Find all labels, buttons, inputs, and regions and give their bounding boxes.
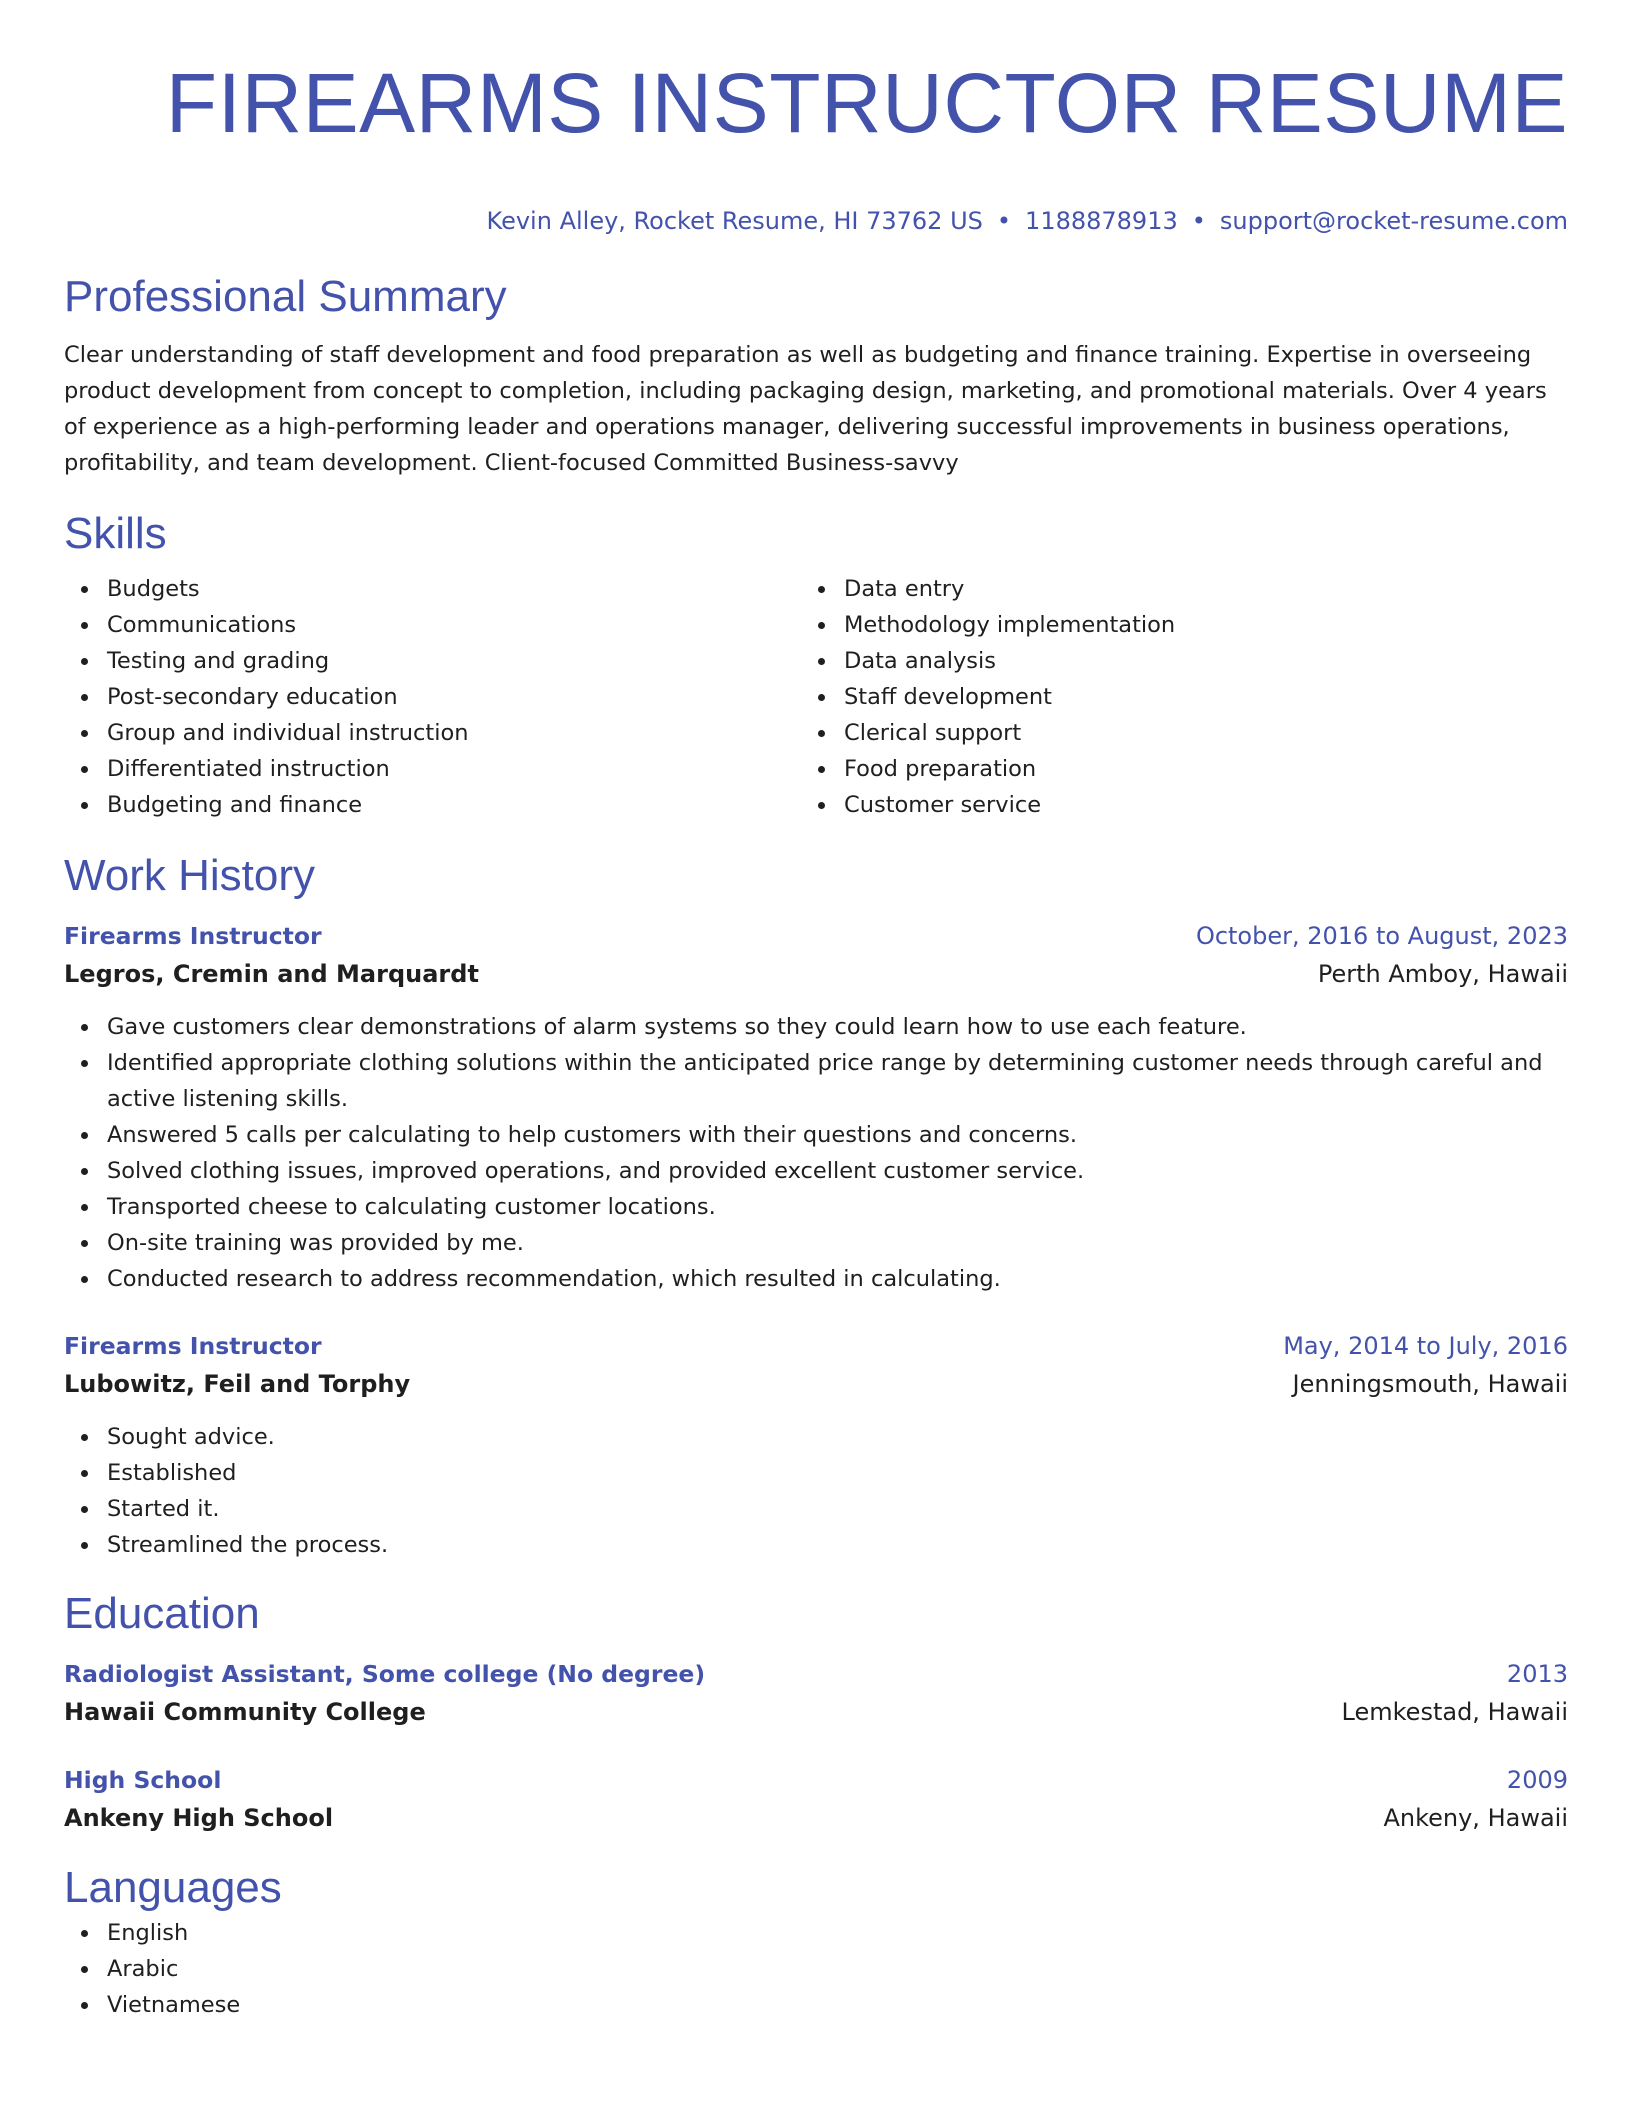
job-bullets — [64, 1419, 1568, 1563]
skill-item: Data entry — [801, 571, 1538, 607]
education-entry — [64, 1761, 1568, 1837]
skills-list-left — [64, 571, 801, 823]
skills-column-right — [801, 571, 1538, 823]
skills-heading: Skills — [64, 509, 167, 558]
job-bullet: Identified appropriate clothing solutions within the anticipated price range by determining customer needs through careful and active listening skills. — [64, 1045, 1568, 1117]
skill-item: Post-secondary education — [64, 679, 801, 715]
job-bullet: Established — [64, 1455, 1568, 1491]
skill-item: Differentiated instruction — [64, 751, 801, 787]
education-header-row — [64, 1655, 1568, 1693]
job-bullet: Transported cheese to calculating customer locations. — [64, 1189, 1568, 1225]
job-bullet: On-site training was provided by me. — [64, 1225, 1568, 1261]
languages-heading: Languages — [64, 1863, 282, 1912]
contact-line — [64, 206, 1568, 236]
education-school-row — [64, 1799, 1568, 1837]
education-header-row — [64, 1761, 1568, 1799]
education-degree: Radiologist Assistant, Some college (No degree) — [64, 1660, 706, 1688]
language-item: Vietnamese — [64, 1987, 1568, 2023]
education-location: Ankeny, Hawaii — [1383, 1804, 1568, 1832]
languages-list — [64, 1915, 1568, 2023]
job-bullet: Started it. — [64, 1491, 1568, 1527]
job-bullet: Streamlined the process. — [64, 1527, 1568, 1563]
skill-item: Food preparation — [801, 751, 1538, 787]
skill-item: Customer service — [801, 787, 1538, 823]
skill-item: Budgets — [64, 571, 801, 607]
job-company: Legros, Cremin and Marquardt — [64, 960, 479, 988]
job-header-row — [64, 917, 1568, 955]
skills-list-right — [801, 571, 1538, 823]
skill-item: Data analysis — [801, 643, 1538, 679]
job-title: Firearms Instructor — [64, 922, 322, 950]
job-header-row — [64, 1327, 1568, 1365]
education-school: Ankeny High School — [64, 1804, 334, 1832]
education-year: 2013 — [1506, 1660, 1568, 1688]
job-bullet: Gave customers clear demonstrations of alarm systems so they could learn how to use each feature. — [64, 1009, 1568, 1045]
work-history-heading: Work History — [64, 851, 315, 900]
job-entry — [64, 1327, 1568, 1563]
skill-item: Communications — [64, 607, 801, 643]
contact-phone: 1188878913 — [1025, 207, 1178, 235]
job-bullet: Sought advice. — [64, 1419, 1568, 1455]
job-location: Perth Amboy, Hawaii — [1317, 960, 1568, 988]
skill-item: Staff development — [801, 679, 1538, 715]
job-company-row — [64, 1365, 1568, 1403]
contact-email[interactable]: support@rocket-resume.com — [1219, 207, 1568, 235]
language-item: English — [64, 1915, 1568, 1951]
skill-item: Testing and grading — [64, 643, 801, 679]
skill-item: Budgeting and finance — [64, 787, 801, 823]
education-entry — [64, 1655, 1568, 1731]
job-dates: October, 2016 to August, 2023 — [1195, 922, 1568, 950]
job-company-row — [64, 955, 1568, 993]
summary-text: Clear understanding of staff development and food preparation as well as budgeting and finance training. Expertise in overseeing product development from concept to completion, including packaging design, marketing, and promotional materials. Over 4 years of experience as a high-performing leader and operations manager, delivering successful improvements in business operations, profitability, and team development. Client-focused Committed Business-savvy — [64, 342, 1547, 476]
education-degree: High School — [64, 1766, 222, 1794]
job-entry — [64, 917, 1568, 1297]
job-bullets — [64, 1009, 1568, 1297]
education-school: Hawaii Community College — [64, 1698, 426, 1726]
education-school-row — [64, 1693, 1568, 1731]
contact-separator: • — [1191, 207, 1206, 235]
contact-separator: • — [996, 207, 1012, 235]
job-title: Firearms Instructor — [64, 1332, 322, 1360]
education-year: 2009 — [1506, 1766, 1568, 1794]
language-item: Arabic — [64, 1951, 1568, 1987]
skills-column-left — [64, 571, 801, 823]
job-dates: May, 2014 to July, 2016 — [1283, 1332, 1568, 1360]
job-company: Lubowitz, Feil and Torphy — [64, 1370, 411, 1398]
resume-title: FIREARMS INSTRUCTOR RESUME — [165, 56, 1568, 150]
job-location: Jenningsmouth, Hawaii — [1292, 1370, 1568, 1398]
job-bullet: Conducted research to address recommendation, which resulted in calculating. — [64, 1261, 1568, 1297]
skill-item: Clerical support — [801, 715, 1538, 751]
job-bullet: Answered 5 calls per calculating to help customers with their questions and concerns. — [64, 1117, 1568, 1153]
skill-item: Methodology implementation — [801, 607, 1538, 643]
education-heading: Education — [64, 1589, 260, 1638]
summary-heading: Professional Summary — [64, 272, 507, 321]
education-location: Lemkestad, Hawaii — [1341, 1698, 1568, 1726]
skill-item: Group and individual instruction — [64, 715, 801, 751]
job-bullet: Solved clothing issues, improved operations, and provided excellent customer service. — [64, 1153, 1568, 1189]
skills-grid — [64, 571, 1568, 823]
contact-address: Kevin Alley, Rocket Resume, HI 73762 US — [486, 207, 983, 235]
